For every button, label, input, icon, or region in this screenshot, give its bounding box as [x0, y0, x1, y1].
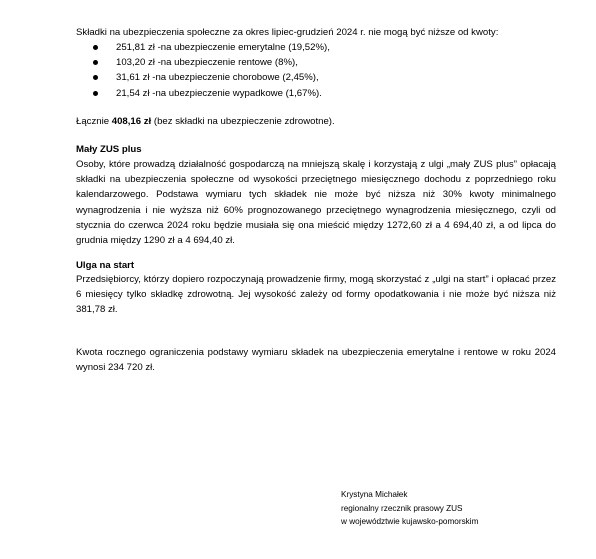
bullet-icon: [93, 60, 98, 65]
maly-zus-paragraph: Osoby, które prowadzą działalność gospodarczą na mniejszą skalę i korzystają z ulgi „mały ZUS plus” opłacają składki na ubezpieczenia społeczne od wysokości przeciętnego miesięcznego dochodu z poprzedniego roku kalendarzowego. Podstawa wymiaru tych składek nie może być niższa niż 30% kwoty minimalnego wynagrodzenia i nie wyższa niż 60% prognozowanego przeciętnego wynagrodzenia miesięcznego, czyli od stycznia do czerwca 2024 roku będzie musiała się ona mieścić między 1272,60 zł a 4 694,40 zł, a od lipca do grudnia między 1290 zł a 4 694,40 zł.: [76, 159, 556, 247]
total-prefix: Łącznie: [76, 116, 112, 127]
signature-role: regionalny rzecznik prasowy ZUS: [341, 503, 463, 513]
signature-block: [341, 488, 478, 529]
ulga-heading: Ulga na start: [76, 260, 135, 271]
bullet-icon: [93, 75, 98, 80]
total-suffix: (bez składki na ubezpieczenie zdrowotne).: [151, 116, 335, 127]
list-item: 251,81 zł -na ubezpieczenie emerytalne (19,52%),: [76, 40, 516, 55]
maly-zus-heading: Mały ZUS plus: [76, 144, 142, 155]
limit-paragraph: Kwota rocznego ograniczenia podstawy wymiaru składek na ubezpieczenia emerytalne i rentowe w roku 2024 wynosi 234 720 zł.: [76, 347, 556, 374]
total-amount: 408,16 zł: [111, 116, 152, 127]
signature-name: Krystyna Michałek: [341, 490, 408, 499]
ulga-paragraph: Przedsiębiorcy, którzy dopiero rozpoczynają prowadzenie firmy, mogą skorzystać z „ulgi na start” i opłacać przez 6 miesięcy tylko składkę zdrowotną. Jej wysokość zależy od formy opodatkowania i nie może być niższa niż 381,78 zł.: [76, 274, 556, 316]
bullet-icon: [93, 91, 98, 96]
signature-region: w województwie kujawsko-pomorskim: [341, 517, 479, 527]
list-item: 21,54 zł -na ubezpieczenie wypadkowe (1,67%).: [76, 86, 516, 101]
list-item: 31,61 zł -na ubezpieczenie chorobowe (2,45%),: [76, 70, 516, 85]
bullet-icon: [93, 45, 98, 50]
list-item: 103,20 zł -na ubezpieczenie rentowe (8%),: [76, 55, 516, 70]
total-line: [76, 114, 556, 129]
intro-paragraph: Składki na ubezpieczenia społeczne za okres lipiec-grudzień 2024 r. nie mogą być niższe od kwoty:: [76, 27, 499, 38]
contribution-list: [76, 40, 516, 101]
